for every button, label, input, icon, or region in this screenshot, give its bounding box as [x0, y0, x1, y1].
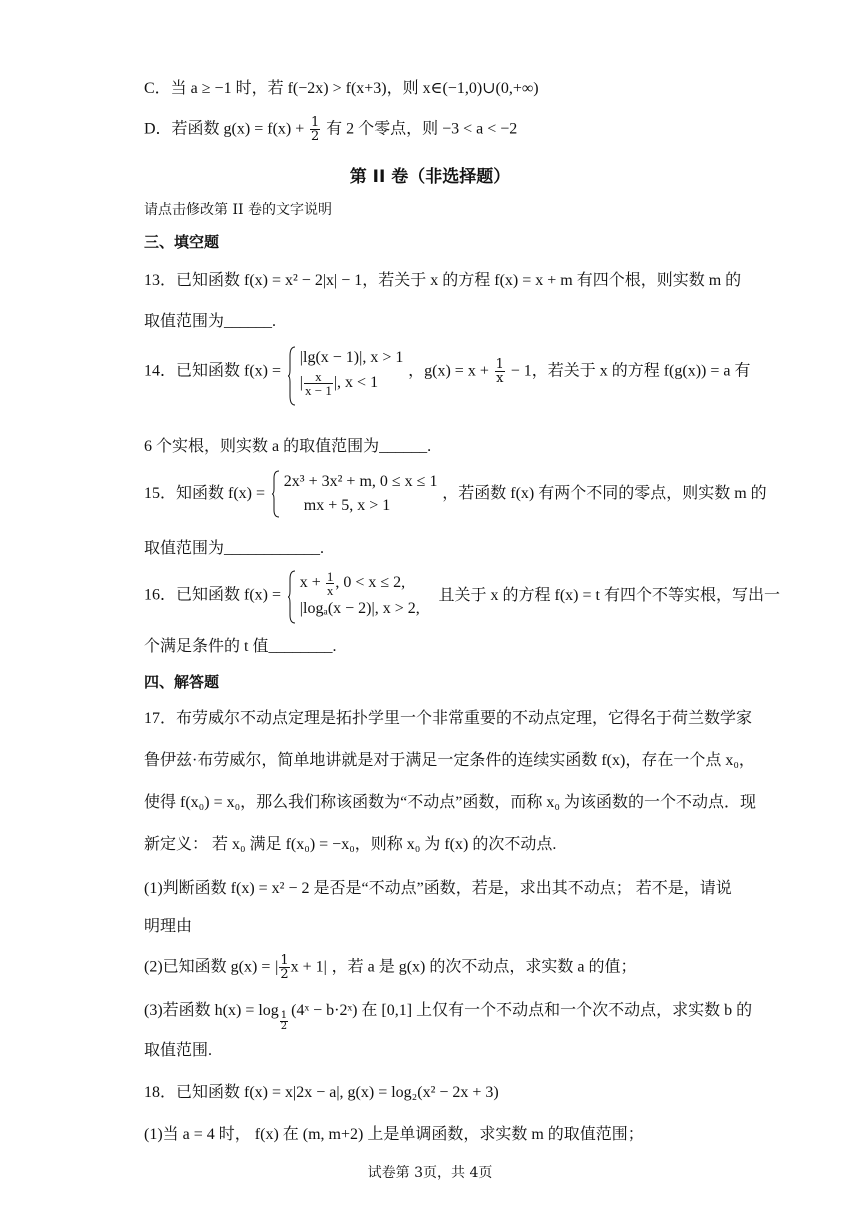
question-16-cont: 个满足条件的 t 值________.	[144, 638, 337, 655]
part2-note[interactable]: 请点击修改第 II 卷的文字说明	[144, 202, 332, 218]
option-d: D．若函数 g(x) = f(x) + $\frac{1}{2}$ 有 2 个零点，则 −3 < a < −2	[144, 115, 518, 144]
question-18-part1: (1)当 a = 4 时， f(x) 在 (m, m+2) 上是单调函数，求实数 m 的取值范围；	[144, 1126, 644, 1143]
brace-icon	[288, 346, 296, 406]
question-17-line3: 使得 f(x₀) = x₀，那么我们称该函数为“不动点”函数，而称 x₀ 为该函数的一个不动点．现	[144, 794, 756, 811]
question-17-line2: 鲁伊兹·布劳威尔，简单地讲就是对于满足一定条件的连续实函数 f(x)，存在一个点 x₀，	[144, 752, 755, 769]
question-16: 16．已知函数 f(x) = x + $\frac{1}{x}$ , 0 < x ≤ 2, |logₐ(x − 2)|, x > 2, 且关于 x 的方程 f(x) = t 有四个不等实根，写出一	[144, 570, 710, 621]
question-13: 13．已知函数 f(x) = x² − 2|x| − 1，若关于 x 的方程 f(x) = x + m 有四个根，则实数 m 的	[144, 272, 742, 289]
part2-title: 第 II 卷（非选择题）	[349, 167, 511, 187]
question-17-part1: (1)判断函数 f(x) = x² − 2 是否是“不动点”函数，若是，求出其不动点； 若不是，请说	[144, 880, 732, 897]
question-17-part3: (3)若函数 h(x) = log $\frac{1}{2}$ (4ˣ − b·2ˣ) 在 [0,1] 上仅有一个不动点和一个次不动点，求实数 b 的	[144, 1002, 753, 1032]
question-15: 15．知函数 f(x) = 2x³ + 3x² + m, 0 ≤ x ≤ 1 mx + 5, x > 1 ，若函数 f(x) 有两个不同的零点，则实数 m 的	[144, 470, 710, 518]
question-13-cont: 取值范围为______.	[144, 313, 277, 330]
question-17-part1-cont: 明理由	[144, 918, 193, 935]
section-fill-blank: 三、填空题	[144, 233, 220, 251]
brace-icon	[288, 570, 296, 624]
question-14: 14．已知函数 f(x) = |lg(x − 1)|, x > 1 | $\frac{x}{x - 1}$ |, x < 1 ，g(x) = x + $\frac{1}{x}$ − 1，若关于 x 的方程 f(g(x)) = a 有	[144, 346, 710, 397]
question-17-part2: (2)已知函数 g(x) = | $\frac{1}{2}$ x + 1| ，若 a 是 g(x) 的次不动点，求实数 a 的值；	[144, 953, 637, 982]
question-17: 17．布劳威尔不动点定理是拓扑学里一个非常重要的不动点定理，它得名于荷兰数学家	[144, 710, 753, 727]
question-17-line4: 新定义： 若 x₀ 满足 f(x₀) = −x₀，则称 x₀ 为 f(x) 的次不动点.	[144, 836, 557, 853]
question-15-cont: 取值范围为____________.	[144, 540, 325, 557]
piecewise-16: x + $\frac{1}{x}$ , 0 < x ≤ 2, |logₐ(x − 2)|, x > 2,	[290, 570, 420, 621]
section-answer: 四、解答题	[144, 673, 220, 691]
question-18: 18．已知函数 f(x) = x|2x − a|, g(x) = log₂(x² − 2x + 3)	[144, 1084, 499, 1101]
option-c: C．当 a ≥ −1 时，若 f(−2x) > f(x+3)，则 x∈(−1,0)∪(0,+∞)	[144, 80, 539, 97]
brace-icon	[272, 470, 280, 518]
piecewise-14: |lg(x − 1)|, x > 1 | $\frac{x}{x - 1}$ |, x < 1	[290, 346, 404, 397]
page-footer: 试卷第 3页，共 4页	[367, 1165, 493, 1181]
question-17-part3-cont: 取值范围.	[144, 1042, 213, 1059]
piecewise-15: 2x³ + 3x² + m, 0 ≤ x ≤ 1 mx + 5, x > 1	[274, 470, 438, 518]
question-14-cont: 6 个实根，则实数 a 的取值范围为______.	[144, 438, 432, 455]
